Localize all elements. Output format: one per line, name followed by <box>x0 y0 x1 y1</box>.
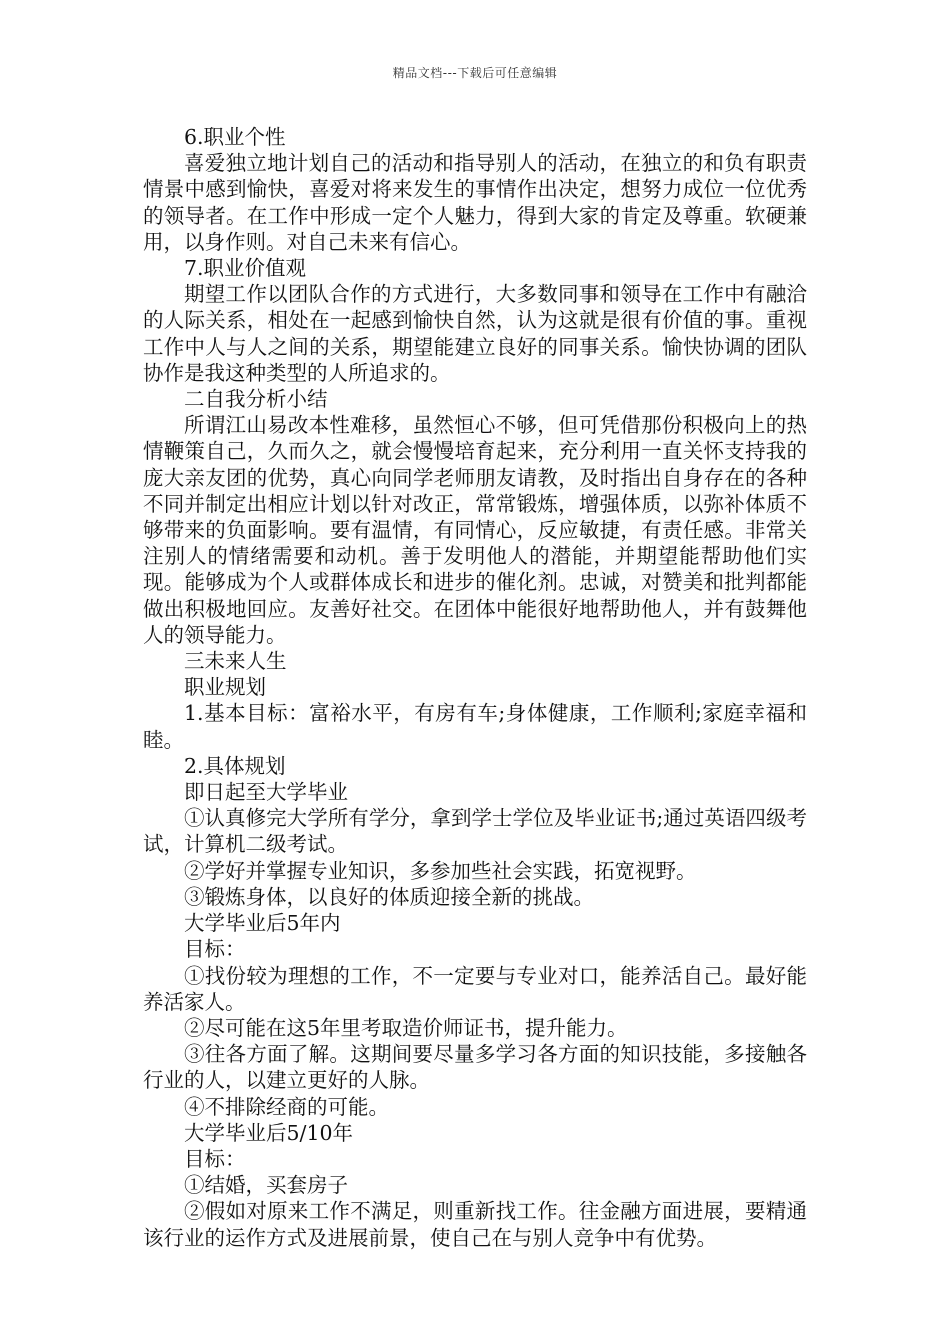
label-goals-5-years: 目标： <box>184 937 246 962</box>
heading-5-10-years: 大学毕业后5/10年 <box>184 1120 354 1145</box>
list-item-graduation-2: ②学好并掌握专业知识，多参加些社会实践，拓宽视野。 <box>184 858 697 883</box>
list-item-5-years-3: ③往各方面了解。这期间要尽量多学习各方面的知识技能，多接触各行业的人，以建立更好的人脉。 <box>143 1042 807 1093</box>
heading-until-graduation: 即日起至大学毕业 <box>184 780 348 805</box>
heading-self-analysis-summary: 二自我分析小结 <box>184 387 328 412</box>
label-goals-5-10-years: 目标： <box>184 1146 246 1171</box>
list-item-5-years-2: ②尽可能在这5年里考取造价师证书，提升能力。 <box>184 1015 628 1040</box>
heading-within-5-years: 大学毕业后5年内 <box>184 911 341 936</box>
heading-career-values: 7.职业价值观 <box>184 256 307 281</box>
list-item-5-years-4: ④不排除经商的可能。 <box>184 1094 389 1119</box>
page-header: 精品文档---下载后可任意编辑 <box>392 66 558 80</box>
list-item-5-10-years-2: ②假如对原来工作不满足，则重新找工作。往金融方面进展，要精通该行业的运作方式及进展前景，使自己在与别人竞争中有优势。 <box>143 1199 807 1250</box>
list-item-5-years-1: ①找份较为理想的工作，不一定要与专业对口，能养活自己。最好能养活家人。 <box>143 963 807 1014</box>
heading-specific-plan: 2.具体规划 <box>184 753 286 778</box>
heading-future-life: 三未来人生 <box>184 649 287 674</box>
paragraph-basic-goal: 1.基本目标：富裕水平，有房有车;身体健康，工作顺利;家庭幸福和睦。 <box>143 701 807 752</box>
document-body <box>143 124 807 1251</box>
paragraph-career-values: 期望工作以团队合作的方式进行，大多数同事和领导在工作中有融洽的人际关系，相处在一起感到愉快自然，认为这就是很有价值的事。重视工作中人与人之间的关系，期望能建立良好的同事关系。愉快协调的团队协作是我这种类型的人所追求的。 <box>143 282 807 385</box>
heading-career-personality: 6.职业个性 <box>184 125 286 149</box>
list-item-5-10-years-1: ①结婚，买套房子 <box>184 1173 348 1198</box>
paragraph-career-personality: 喜爱独立地计划自己的活动和指导别人的活动，在独立的和负有职责情景中感到愉快，喜爱对将来发生的事情作出决定，想努力成位一位优秀的领导者。在工作中形成一定个人魅力，得到大家的肯定及尊重。软硬兼用，以身作则。对自己未来有信心。 <box>143 151 807 254</box>
paragraph-self-analysis-summary: 所谓江山易改本性难移，虽然恒心不够，但可凭借那份积极向上的热情鞭策自己，久而久之，就会慢慢培育起来，充分利用一直关怀支持我的庞大亲友团的优势，真心向同学老师朋友请教，及时指出自身存在的各种不同并制定出相应计划以针对改正，常常锻炼，增强体质，以弥补体质不够带来的负面影响。要有温情，有同情心，反应敏捷，有责任感。非常关注别人的情绪需要和动机。善于发明他人的潜能，并期望能帮助他们实现。能够成为个人或群体成长和进步的催化剂。忠诚，对赞美和批判都能做出积极地回应。友善好社交。在团体中能很好地帮助他人，并有鼓舞他人的领导能力。 <box>143 413 807 647</box>
list-item-graduation-1: ①认真修完大学所有学分，拿到学士学位及毕业证书;通过英语四级考试，计算机二级考试。 <box>143 806 807 857</box>
list-item-graduation-3: ③锻炼身体，以良好的体质迎接全新的挑战。 <box>184 884 594 909</box>
heading-career-plan: 职业规划 <box>184 675 266 700</box>
